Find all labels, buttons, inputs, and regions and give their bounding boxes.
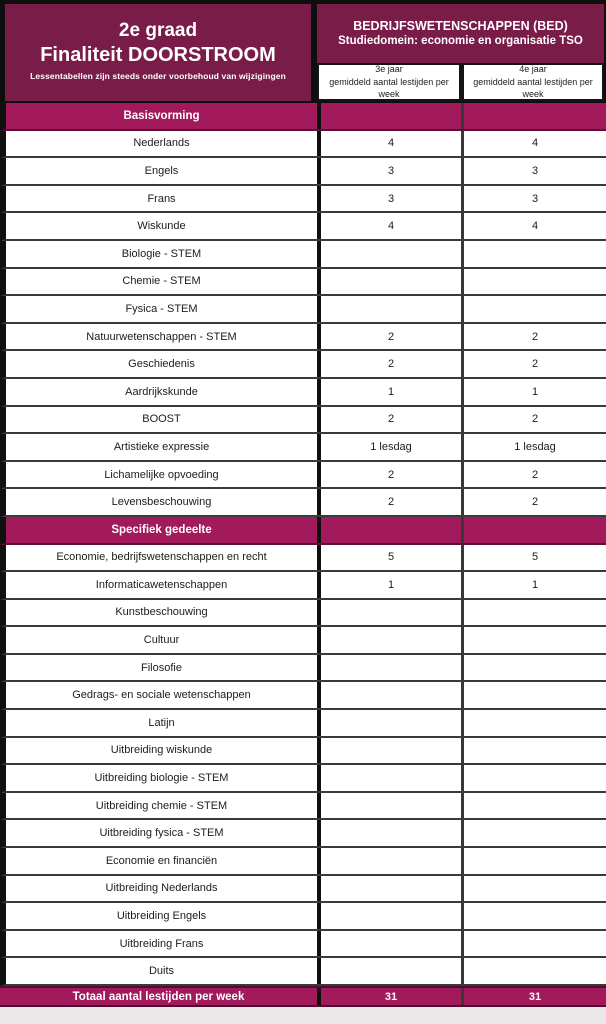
- subject-cell: Filosofie: [141, 661, 182, 674]
- year3-value-cell: [317, 655, 461, 681]
- table-row: [0, 545, 606, 573]
- subject-cell: Informaticawetenschappen: [95, 578, 228, 591]
- column-header-year4: [461, 63, 604, 101]
- year4-value-cell: 1: [461, 572, 606, 598]
- subject-cell: Chemie - STEM: [122, 275, 201, 288]
- year3-value-cell: 5: [317, 545, 461, 571]
- table-row: [0, 765, 606, 793]
- year3-value-cell: 1 lesdag: [317, 434, 461, 460]
- table-row: [0, 407, 606, 435]
- subject-cell: Artistieke expressie: [113, 440, 210, 453]
- subject-cell: Uitbreiding Nederlands: [105, 882, 218, 895]
- table-row: [0, 903, 606, 931]
- section-year3-cell: [317, 517, 461, 543]
- table-row: [0, 158, 606, 186]
- year3-value-cell: [317, 296, 461, 322]
- study-programme-header: [317, 4, 604, 63]
- year-column-headers: [317, 63, 604, 101]
- year3-value-cell: 2: [317, 407, 461, 433]
- subject-cell: Biologie - STEM: [121, 247, 202, 260]
- section-year4-cell: [461, 103, 606, 129]
- column-header-year4-line1: 4e jaar: [519, 64, 547, 75]
- grade-title-line2: Finaliteit DOORSTROOM: [40, 43, 276, 66]
- table-row: [0, 820, 606, 848]
- column-header-year4-line2: gemiddeld aantal lestijden per week: [473, 76, 593, 100]
- header-right-panel: [317, 4, 604, 101]
- year4-value-cell: [461, 820, 606, 846]
- year3-value-cell: [317, 931, 461, 957]
- table-row: [0, 434, 606, 462]
- section-header-row: [0, 517, 606, 545]
- table-row: [0, 931, 606, 959]
- year3-value-cell: [317, 958, 461, 984]
- year4-value-cell: 1 lesdag: [461, 434, 606, 460]
- year3-value-cell: [317, 765, 461, 791]
- year4-value-cell: [461, 241, 606, 267]
- subject-cell: Latijn: [148, 716, 175, 729]
- year3-value-cell: [317, 269, 461, 295]
- year3-value-cell: [317, 627, 461, 653]
- year4-value-cell: [461, 765, 606, 791]
- grade-title-line1: 2e graad: [118, 20, 198, 42]
- year4-value-cell: [461, 269, 606, 295]
- subject-cell: Kunstbeschouwing: [115, 606, 208, 619]
- year4-value-cell: [461, 931, 606, 957]
- subject-cell: Gedrags- en sociale wetenschappen: [72, 689, 251, 702]
- disclaimer-text: Lessentabellen zijn steeds onder voorbehoud van wijzigingen: [30, 70, 286, 81]
- year3-value-cell: [317, 903, 461, 929]
- year4-value-cell: [461, 710, 606, 736]
- table-footer-row: [0, 986, 606, 1007]
- table-row: [0, 379, 606, 407]
- year4-value-cell: 2: [461, 351, 606, 377]
- table-header: [0, 0, 606, 103]
- header-left-panel: [5, 4, 317, 101]
- year4-value-cell: [461, 600, 606, 626]
- table-row: [0, 324, 606, 352]
- year3-value-cell: 2: [317, 324, 461, 350]
- section-title: Basisvorming: [123, 109, 200, 122]
- table-row: [0, 682, 606, 710]
- table-row: [0, 876, 606, 904]
- table-row: [0, 710, 606, 738]
- year4-value-cell: [461, 738, 606, 764]
- column-header-year3: [317, 63, 461, 101]
- year4-value-cell: [461, 793, 606, 819]
- table-row: [0, 213, 606, 241]
- table-row: [0, 462, 606, 490]
- subject-cell: Aardrijkskunde: [125, 385, 198, 398]
- subject-cell: Engels: [144, 164, 179, 177]
- subject-cell: Cultuur: [143, 634, 180, 647]
- subject-cell: Fysica - STEM: [125, 302, 198, 315]
- footer-year4-total: 31: [461, 988, 606, 1005]
- footer-year3-total: 31: [317, 988, 461, 1005]
- year3-value-cell: [317, 793, 461, 819]
- year4-value-cell: [461, 848, 606, 874]
- subject-cell: Levensbeschouwing: [111, 496, 212, 509]
- table-row: [0, 186, 606, 214]
- year3-value-cell: 3: [317, 158, 461, 184]
- table-row: [0, 131, 606, 159]
- year3-value-cell: 2: [317, 462, 461, 488]
- year3-value-cell: 4: [317, 213, 461, 239]
- study-domain-subtitle: Studiedomein: economie en organisatie TSO: [338, 35, 583, 48]
- table-row: [0, 572, 606, 600]
- year3-value-cell: [317, 876, 461, 902]
- footer-label: Totaal aantal lestijden per week: [72, 990, 245, 1003]
- table-row: [0, 958, 606, 986]
- table-row: [0, 655, 606, 683]
- year3-value-cell: [317, 682, 461, 708]
- year3-value-cell: [317, 600, 461, 626]
- table-row: [0, 738, 606, 766]
- section-title: Specifiek gedeelte: [111, 523, 212, 536]
- section-year4-cell: [461, 517, 606, 543]
- section-year3-cell: [317, 103, 461, 129]
- subject-cell: Natuurwetenschappen - STEM: [86, 330, 237, 343]
- year3-value-cell: [317, 848, 461, 874]
- section-header-row: [0, 103, 606, 131]
- subject-cell: Economie, bedrijfswetenschappen en recht: [56, 551, 267, 564]
- year4-value-cell: [461, 958, 606, 984]
- year3-value-cell: 1: [317, 379, 461, 405]
- year4-value-cell: [461, 655, 606, 681]
- year4-value-cell: 2: [461, 407, 606, 433]
- subject-cell: Geschiedenis: [128, 358, 195, 371]
- year4-value-cell: 4: [461, 213, 606, 239]
- year3-value-cell: 2: [317, 351, 461, 377]
- year4-value-cell: 1: [461, 379, 606, 405]
- year4-value-cell: 2: [461, 324, 606, 350]
- table-row: [0, 269, 606, 297]
- subject-cell: Uitbreiding Engels: [116, 910, 207, 923]
- subject-cell: Economie en financiën: [105, 854, 218, 867]
- programme-title: BEDRIJFSWETENSCHAPPEN (BED): [353, 18, 568, 33]
- year4-value-cell: 3: [461, 158, 606, 184]
- table-row: [0, 793, 606, 821]
- column-header-year3-line2: gemiddeld aantal lestijden per week: [329, 76, 449, 100]
- year4-value-cell: [461, 682, 606, 708]
- column-header-year3-line1: 3e jaar: [375, 64, 403, 75]
- year4-value-cell: [461, 903, 606, 929]
- table-row: [0, 489, 606, 517]
- table-body: [0, 103, 606, 986]
- year4-value-cell: [461, 627, 606, 653]
- subject-cell: Wiskunde: [137, 220, 186, 233]
- year3-value-cell: [317, 820, 461, 846]
- year4-value-cell: 5: [461, 545, 606, 571]
- year4-value-cell: 4: [461, 131, 606, 157]
- year3-value-cell: 2: [317, 489, 461, 515]
- table-row: [0, 351, 606, 379]
- year3-value-cell: [317, 710, 461, 736]
- year4-value-cell: [461, 296, 606, 322]
- year3-value-cell: 4: [317, 131, 461, 157]
- subject-cell: Uitbreiding fysica - STEM: [99, 827, 224, 840]
- subject-cell: Uitbreiding wiskunde: [110, 744, 213, 757]
- year3-value-cell: 1: [317, 572, 461, 598]
- year4-value-cell: 2: [461, 489, 606, 515]
- year3-value-cell: [317, 738, 461, 764]
- subject-cell: Uitbreiding chemie - STEM: [95, 799, 228, 812]
- subject-cell: Uitbreiding biologie - STEM: [94, 772, 229, 785]
- subject-cell: Duits: [148, 965, 175, 978]
- subject-cell: Frans: [147, 192, 176, 205]
- subject-cell: Nederlands: [133, 137, 190, 150]
- table-row: [0, 848, 606, 876]
- year4-value-cell: 3: [461, 186, 606, 212]
- subject-cell: Uitbreiding Frans: [119, 937, 204, 950]
- subject-cell: BOOST: [142, 413, 181, 426]
- table-row: [0, 296, 606, 324]
- table-row: [0, 627, 606, 655]
- year4-value-cell: [461, 876, 606, 902]
- subject-cell: Lichamelijke opvoeding: [104, 468, 219, 481]
- year3-value-cell: [317, 241, 461, 267]
- table-row: [0, 241, 606, 269]
- table-row: [0, 600, 606, 628]
- year4-value-cell: 2: [461, 462, 606, 488]
- year3-value-cell: 3: [317, 186, 461, 212]
